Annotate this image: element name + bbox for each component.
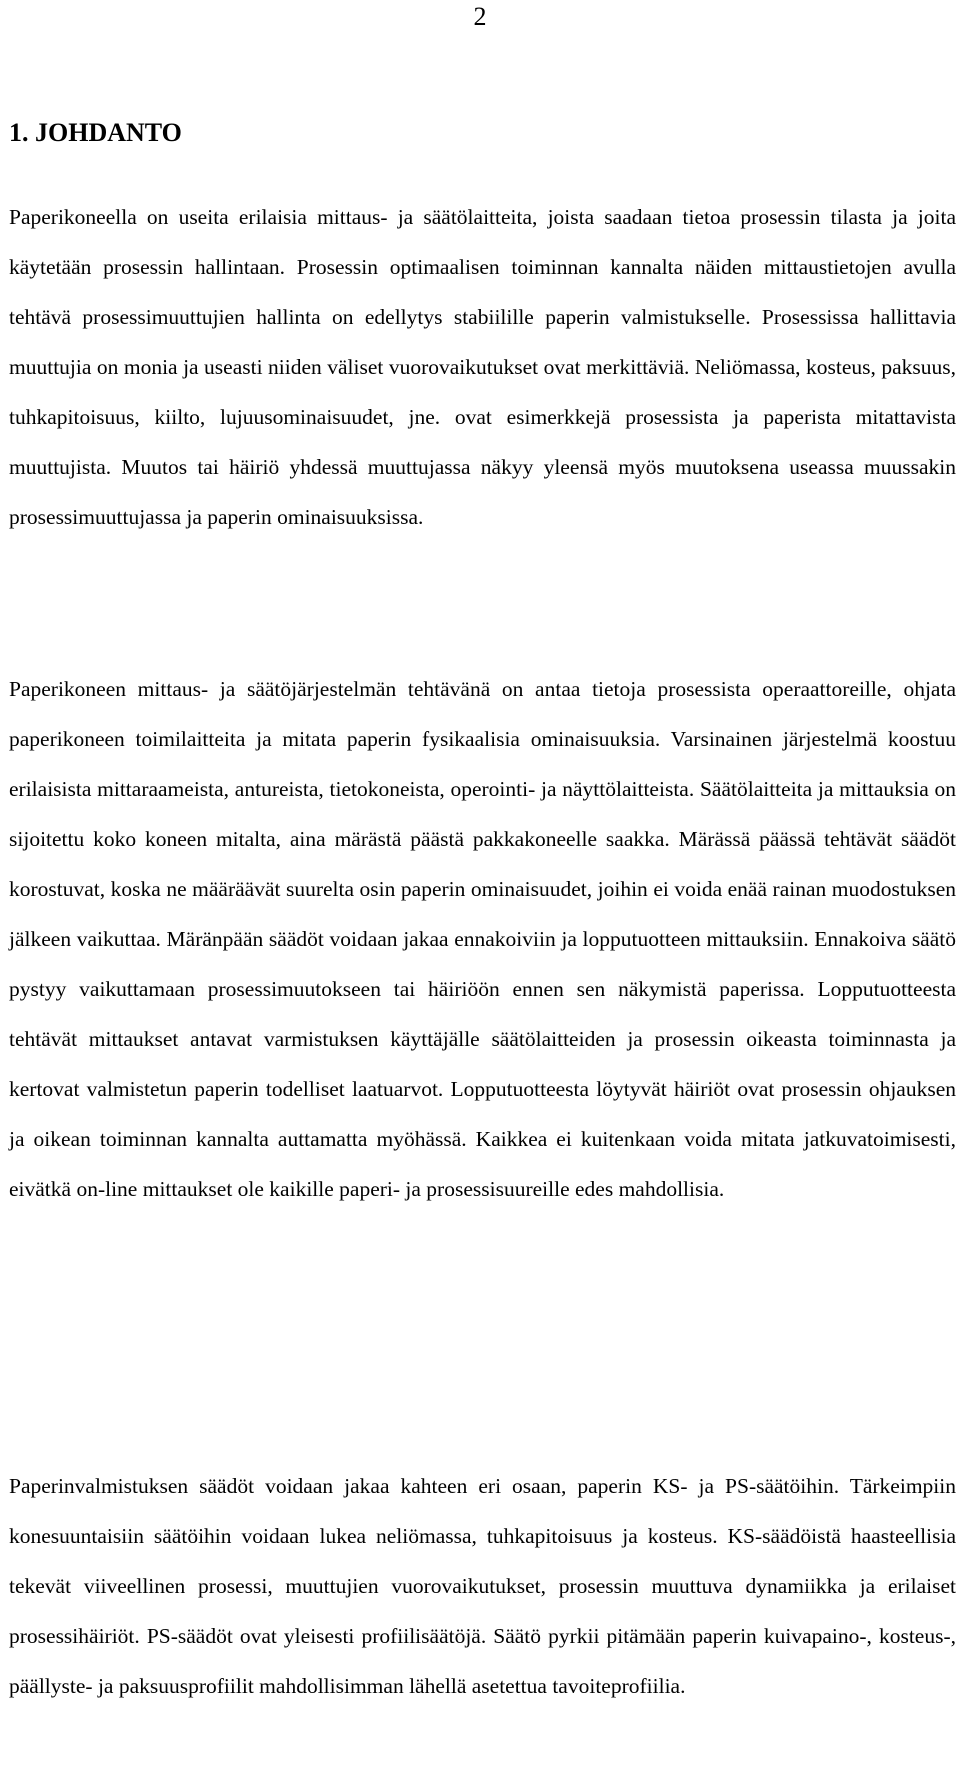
paragraph-1: Paperikoneella on useita erilaisia mittaus- ja säätölaitteita, joista saadaan tietoa prosessin tilasta ja joita käytetään prosessin hallintaan. Prosessin optimaalisen toiminnan kannalta näiden mittaustietojen avulla tehtävä prosessimuuttujien hallinta on edellytys stabiilille paperin valmistukselle. Prosessissa hallittavia muuttujia on monia ja useasti niiden väliset vuorovaikutukset ovat merkittäviä. Neliömassa, kosteus, paksuus, tuhkapitoisuus, kiilto, lujuusominaisuudet, jne. ovat esimerkkejä prosessista ja paperista mitattavista muuttujista. Muutos tai häiriö yhdessä muuttujassa näkyy yleensä myös muutoksena useassa muussakin prosessimuuttujassa ja paperin ominaisuuksissa. bbox=[9, 205, 956, 529]
paragraph-2: Paperikoneen mittaus- ja säätöjärjestelmän tehtävänä on antaa tietoja prosessista operaattoreille, ohjata paperikoneen toimilaitteita ja mitata paperin fysikaalisia ominaisuuksia. Varsinainen järjestelmä koostuu erilaisista mittaraameista, antureista, tietokoneista, operointi- ja näyttölaitteista. Säätölaitteita ja mittauksia on sijoitettu koko koneen mitalta, aina märästä päästä pakkakoneelle saakka. Märässä päässä tehtävät säädöt korostuvat, koska ne määräävät suurelta osin paperin ominaisuudet, joihin ei voida enää rainan muodostuksen jälkeen vaikuttaa. Märänpään säädöt voidaan jakaa ennakoiviin ja lopputuotteen mittauksiin. Ennakoiva säätö pystyy vaikuttamaan prosessimuutokseen tai häiriöön ennen sen näkymistä paperissa. Lopputuotteesta tehtävät mittaukset antavat varmistuksen käyttäjälle säätölaitteiden ja prosessin oikeasta toiminnasta ja kertovat valmistetun paperin todelliset laatuarvot. Lopputuotteesta löytyvät häiriöt ovat prosessin ohjauksen ja oikean toiminnan kannalta auttamatta myöhässä. Kaikkea ei kuitenkaan voida mitata jatkuvatoimisesti, eivätkä on-line mittaukset ole kaikille paperi- ja prosessisuureille edes mahdollisia. bbox=[9, 677, 956, 1201]
section-heading: 1. JOHDANTO bbox=[9, 118, 182, 147]
paragraph-3: Paperinvalmistuksen säädöt voidaan jakaa kahteen eri osaan, paperin KS- ja PS-säätöihin. Tärkeimpiin konesuuntaisiin säätöihin voidaan lukea neliömassa, tuhkapitoisuus ja kosteus. KS-säädöistä haasteellisia tekevät viiveellinen prosessi, muuttujien vuorovaikutukset, prosessin muuttuva dynamiikka ja erilaiset prosessihäiriöt. PS-säädöt ovat yleisesti profiilisäätöjä. Säätö pyrkii pitämään paperin kuivapaino-, kosteus-, päällyste- ja paksuusprofiilit mahdollisimman lähellä asetettua tavoiteprofiilia. bbox=[9, 1474, 956, 1698]
page-number: 2 bbox=[473, 2, 487, 31]
